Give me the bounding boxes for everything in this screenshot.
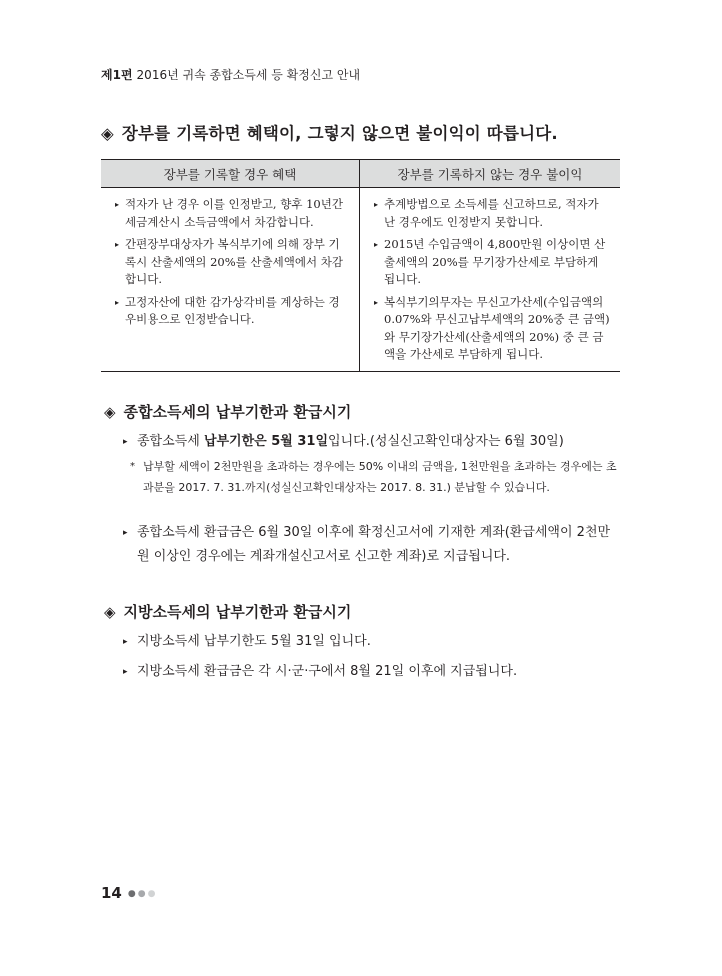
benefit-item: ▸ 고정자산에 대한 감가상각비를 계상하는 경우비용으로 인정받습니다. — [115, 294, 340, 326]
triangle-bullet-icon: ▸ — [123, 437, 128, 447]
benefit-penalty-table — [101, 159, 620, 372]
table-header-penalty: 장부를 기록하지 않는 경우 불이익 — [360, 160, 621, 188]
triangle-bullet-icon: ▸ — [115, 200, 120, 209]
page-dots — [128, 889, 158, 899]
asterisk-icon: * — [130, 461, 135, 472]
table-header-benefit: 장부를 기록할 경우 혜택 — [101, 160, 360, 188]
benefit-cell — [101, 188, 360, 372]
triangle-bullet-icon: ▸ — [123, 637, 128, 647]
dot-icon: ● — [127, 888, 138, 899]
header-part: 제1편 — [101, 68, 133, 82]
installment-note: * 납부할 세액이 2천만원을 초과하는 경우에는 50% 이내의 금액을, 1천만원을 초과하는 경우에는 초과분을 2017. 7. 31.까지(성실신고확인대상자는 2017. 8. 31.) 분납할 수 있습니다. — [130, 456, 620, 498]
section3-title: 지방소득세의 납부기한과 환급시기 — [123, 603, 352, 621]
running-header — [101, 66, 360, 83]
list-item: ▸ 지방소득세 환급금은 각 시·군·구에서 8월 21일 이후에 지급됩니다. — [123, 661, 620, 683]
penalty-cell — [360, 188, 621, 372]
penalty-item: ▸ 2015년 수입금액이 4,800만원 이상이면 산출세액의 20%를 무기장가산세로 부담하게 됩니다. — [374, 237, 606, 286]
section2-heading — [104, 401, 351, 422]
section3-heading — [104, 601, 351, 622]
dot-icon: ● — [147, 888, 158, 899]
diamond-icon: ◈ — [104, 603, 116, 621]
deadline-emphasis: 납부기한은 5월 31일 — [203, 434, 329, 449]
benefit-item: ▸ 간편장부대상자가 복식부기에 의해 장부 기록시 산출세액의 20%를 산출세액에서 차감합니다. — [115, 237, 343, 286]
triangle-bullet-icon: ▸ — [115, 297, 120, 307]
page-number: 14 — [101, 884, 122, 902]
list-item: ▸ 종합소득세 환급금은 6월 30일 이후에 확정신고서에 기재한 계좌(환급세액이 2천만원 이상인 경우에는 계좌개설신고서로 신고한 계좌)로 지급됩니다. — [123, 521, 620, 569]
dot-icon: ● — [137, 888, 148, 899]
triangle-bullet-icon: ▸ — [115, 240, 120, 249]
diamond-icon: ◈ — [104, 403, 116, 421]
triangle-bullet-icon: ▸ — [374, 297, 379, 307]
page-footer — [101, 884, 157, 902]
triangle-bullet-icon: ▸ — [123, 528, 128, 538]
triangle-bullet-icon: ▸ — [123, 667, 128, 677]
benefit-item: ▸ 적자가 난 경우 이를 인정받고, 향후 10년간 세금계산시 소득금액에서 차감합니다. — [115, 197, 343, 229]
penalty-item: ▸ 추계방법으로 소득세를 신고하므로, 적자가 난 경우에도 인정받지 못합니다. — [374, 197, 599, 229]
section1-title: 장부를 기록하면 혜택이, 그렇지 않으면 불이익이 따릅니다. — [121, 124, 558, 143]
penalty-item: ▸ 복식부기의무자는 무신고가산세(수입금액의 0.07%와 무신고납부세액의 20%중 큰 금액)와 무기장가산세(산출세액의 20%) 중 큰 금액을 가산세로 부담하게 됩니다. — [374, 294, 610, 361]
triangle-bullet-icon: ▸ — [374, 200, 379, 209]
diamond-icon: ◈ — [101, 124, 114, 143]
section1-heading — [101, 120, 558, 144]
list-item: ▸ 종합소득세 납부기한은 5월 31일입니다.(성실신고확인대상자는 6월 30일) — [123, 431, 620, 453]
list-item: ▸ 지방소득세 납부기한도 5월 31일 입니다. — [123, 631, 620, 653]
section2-title: 종합소득세의 납부기한과 환급시기 — [123, 403, 352, 421]
header-title: 2016년 귀속 종합소득세 등 확정신고 안내 — [136, 68, 361, 82]
triangle-bullet-icon: ▸ — [374, 240, 379, 249]
